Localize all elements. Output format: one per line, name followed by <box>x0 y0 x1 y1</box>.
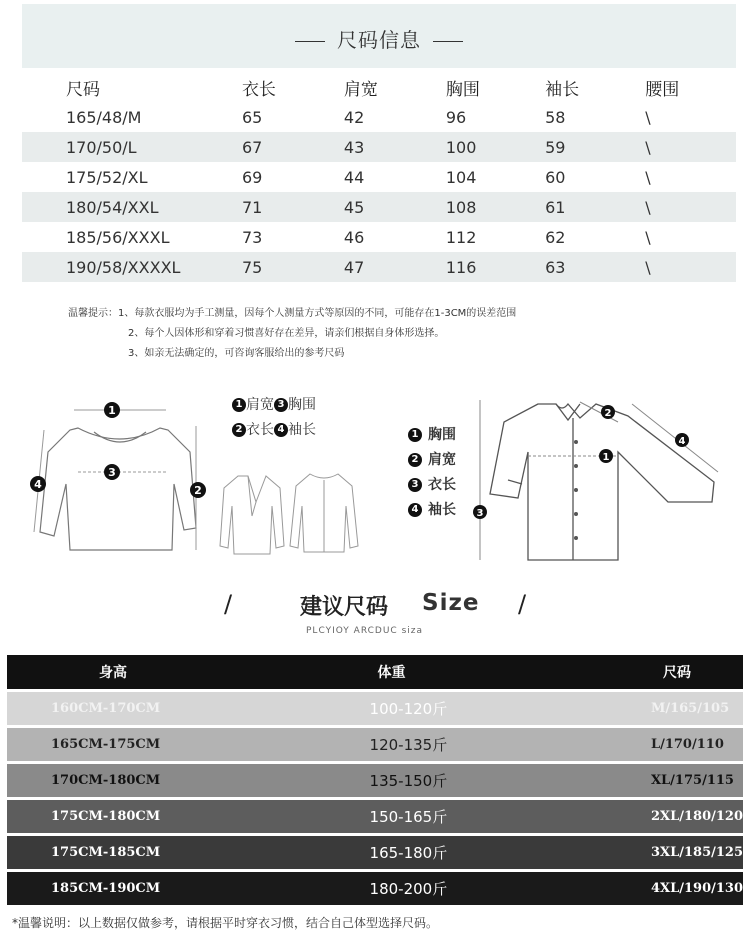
tips-label: 温馨提示： <box>68 308 118 319</box>
sweater-diagram <box>20 392 220 562</box>
marker-label: 1 <box>108 404 116 417</box>
footnote: *温馨说明：以上数据仅做参考，请根据平时穿衣习惯，结合自己体型选择尺码。 <box>12 916 439 930</box>
cell-waist: \ <box>645 227 651 247</box>
cell-length: 71 <box>242 192 344 222</box>
cell-chest: 96 <box>445 107 467 127</box>
cell-shoulder: 43 <box>344 132 446 162</box>
header-banner <box>22 4 736 68</box>
title-slash-right: / <box>518 590 527 618</box>
banner-title-wrap <box>22 24 736 53</box>
header-chest: 胸围 <box>445 79 480 100</box>
sweater-collar <box>94 432 146 442</box>
marker-2 <box>601 405 615 419</box>
marker-1 <box>599 449 613 463</box>
cell-waist: \ <box>645 167 651 187</box>
header-length: 衣长 <box>241 79 276 100</box>
legend-num: 4 <box>274 423 288 437</box>
cell-weight: 150-165斤 <box>282 800 563 833</box>
cell-size: XL/175/115 <box>563 764 743 797</box>
marker-label: 4 <box>34 478 42 491</box>
cell-size: 165/48/M <box>66 107 142 127</box>
cell-weight: 135-150斤 <box>282 764 563 797</box>
legend-num: 3 <box>408 478 422 492</box>
cell-shoulder: 46 <box>343 227 365 247</box>
suggest-title-cn: 建议尺码 <box>300 595 389 620</box>
legend-num: 4 <box>408 503 422 517</box>
cell-weight: 165-180斤 <box>282 836 563 869</box>
cell-chest: 112 <box>445 227 477 247</box>
cell-length: 65 <box>241 107 263 127</box>
marker-label: 3 <box>108 466 116 479</box>
legend-label: 衣长 <box>428 477 456 493</box>
table-row <box>22 162 736 192</box>
legend-label: 肩宽 <box>428 452 456 468</box>
legend-num: 2 <box>232 423 246 437</box>
cell-sleeve: 59 <box>545 132 645 162</box>
cell-chest: 108 <box>446 192 545 222</box>
shirt-collar <box>556 404 580 420</box>
cell-waist: \ <box>645 252 736 282</box>
cell-chest: 116 <box>446 252 545 282</box>
legend-row <box>408 422 456 447</box>
tip-text: 1、每款衣服均为手工测量，因每个人测量方式等原因的不同，可能存在1-3CM的误差范围 <box>118 308 517 319</box>
header-size: 尺码 <box>66 79 100 100</box>
marker-label: 3 <box>476 508 484 519</box>
marker-2 <box>190 482 206 498</box>
recommend-size-table <box>7 652 743 908</box>
marker-label: 2 <box>194 484 202 497</box>
cell-height: 185CM-190CM <box>7 872 282 905</box>
marker-3 <box>473 505 487 519</box>
table-row <box>7 800 743 833</box>
table-row <box>22 222 736 252</box>
cell-size: 2XL/180/120 <box>563 800 743 833</box>
cell-sleeve: 58 <box>545 107 566 127</box>
shirt-outline <box>490 404 714 560</box>
header-height: 身高 <box>7 655 282 689</box>
legend-label: 胸围 <box>428 427 456 443</box>
cell-sleeve: 61 <box>545 192 645 222</box>
legend-row <box>408 447 456 472</box>
legend-label: 袖长 <box>288 422 316 438</box>
table-row <box>22 132 736 162</box>
table-row <box>7 692 743 725</box>
cell-size: L/170/110 <box>563 728 743 761</box>
cell-length: 75 <box>242 252 344 282</box>
cell-size: 3XL/185/125 <box>563 836 743 869</box>
cell-height: 170CM-180CM <box>7 764 282 797</box>
cell-size: 185/56/XXXL <box>66 227 170 247</box>
cell-size: M/165/105 <box>563 692 743 725</box>
warm-tips <box>68 304 516 364</box>
cell-height: 165CM-175CM <box>7 728 282 761</box>
cell-size: 175/52/XL <box>66 167 148 187</box>
cell-weight: 120-135斤 <box>282 728 563 761</box>
marker-4 <box>30 476 46 492</box>
legend-num: 1 <box>232 398 246 412</box>
legend-label: 衣长 <box>246 422 274 438</box>
legend-row-2 <box>232 417 316 442</box>
legend-label: 胸围 <box>288 397 316 413</box>
cell-size: 190/58/XXXXL <box>22 252 242 282</box>
tip-line-1 <box>68 304 516 324</box>
cell-size: 170/50/L <box>22 132 242 162</box>
table-row <box>22 252 736 282</box>
cell-height: 175CM-185CM <box>7 836 282 869</box>
cell-height: 160CM-170CM <box>7 692 282 725</box>
legend-num: 2 <box>408 453 422 467</box>
table-row <box>7 836 743 869</box>
legend-num: 3 <box>274 398 288 412</box>
left-legend <box>232 392 316 442</box>
rec-table-header <box>7 655 743 689</box>
marker-4 <box>675 433 689 447</box>
right-legend <box>408 422 456 522</box>
shirt-cuff <box>508 480 522 484</box>
cell-chest: 104 <box>445 167 477 187</box>
cell-weight: 180-200斤 <box>282 872 563 905</box>
marker-1 <box>104 402 120 418</box>
cell-sleeve: 62 <box>545 227 566 247</box>
cell-weight: 100-120斤 <box>282 692 563 725</box>
legend-label: 肩宽 <box>246 397 274 413</box>
cell-length: 69 <box>241 167 263 187</box>
legend-num: 1 <box>408 428 422 442</box>
cell-waist: \ <box>645 107 651 127</box>
header-weight: 体重 <box>282 655 563 689</box>
suggest-title-en: Size <box>422 590 480 616</box>
marker-3 <box>104 464 120 480</box>
marker-label: 4 <box>678 436 686 447</box>
table-row <box>7 872 743 905</box>
title-slash-left: / <box>224 590 233 618</box>
cell-length: 73 <box>241 227 263 247</box>
legend-label: 袖长 <box>428 502 456 518</box>
title-dash-left <box>295 41 325 42</box>
shirt-diagram <box>468 382 738 562</box>
cell-size: 180/54/XXL <box>22 192 242 222</box>
cell-shoulder: 44 <box>343 167 365 187</box>
banner-title: 尺码信息 <box>337 28 421 52</box>
cell-length: 67 <box>242 132 344 162</box>
legend-row <box>408 472 456 497</box>
cell-chest: 100 <box>446 132 545 162</box>
size-info-table <box>22 72 736 282</box>
cell-sleeve: 60 <box>545 167 566 187</box>
cell-shoulder: 47 <box>344 252 446 282</box>
suggest-subtitle: PLCYIOY ARCDUC siza <box>306 626 424 636</box>
table-row <box>7 764 743 797</box>
sleeve-measure-line <box>632 404 718 472</box>
size-table-header <box>22 72 736 102</box>
marker-label: 1 <box>602 452 610 463</box>
header-sleeve: 袖长 <box>545 79 580 100</box>
cell-waist: \ <box>645 132 736 162</box>
jacket-sketches <box>216 466 366 556</box>
sweater-outline <box>40 428 196 550</box>
legend-row <box>408 497 456 522</box>
shirt-buttons <box>574 440 578 540</box>
title-dash-right <box>433 41 463 42</box>
tip-line-3: 3、如亲无法确定的，可咨询客服给出的参考尺码 <box>128 348 345 359</box>
table-row <box>22 102 736 132</box>
header-shoulder: 肩宽 <box>343 79 378 100</box>
cell-shoulder: 45 <box>344 192 446 222</box>
header-waist: 腰围 <box>645 79 680 100</box>
header-size: 尺码 <box>563 655 743 689</box>
cell-size: 4XL/190/130 <box>563 872 743 905</box>
cell-shoulder: 42 <box>343 107 365 127</box>
marker-label: 2 <box>604 408 612 419</box>
legend-row-1 <box>232 392 316 417</box>
cell-waist: \ <box>645 192 736 222</box>
cell-sleeve: 63 <box>545 252 645 282</box>
cell-height: 175CM-180CM <box>7 800 282 833</box>
blazer-lapel <box>248 476 256 516</box>
table-row <box>22 192 736 222</box>
table-row <box>7 728 743 761</box>
tip-line-2: 2、每个人因体形和穿着习惯喜好存在差异，请亲们根据自身体形选择。 <box>128 328 445 339</box>
